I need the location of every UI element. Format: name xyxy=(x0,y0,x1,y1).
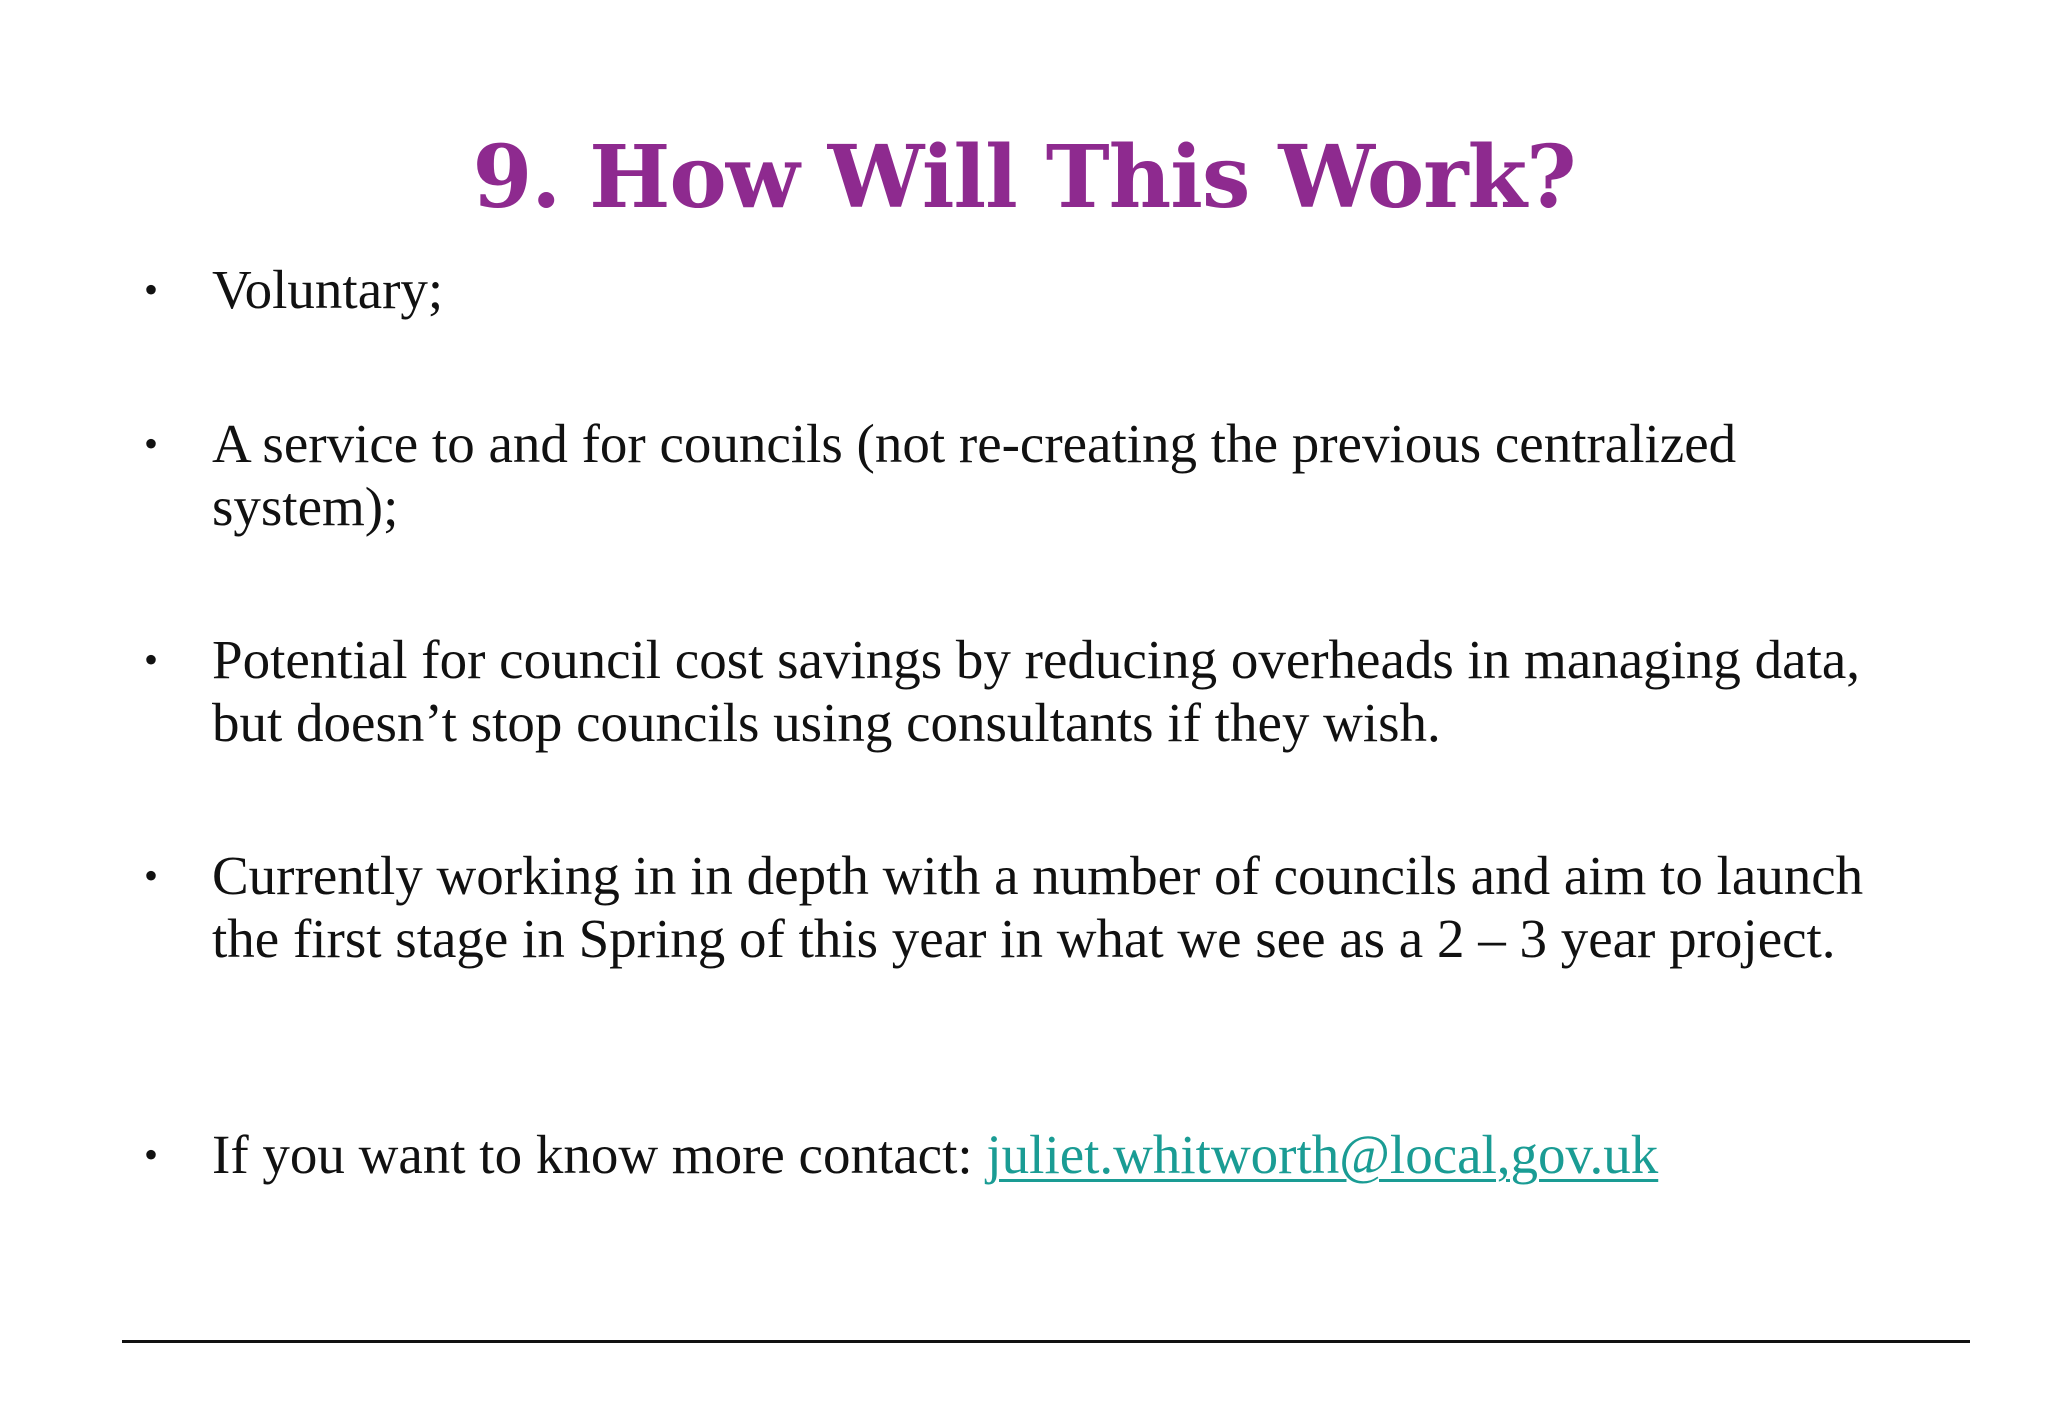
slide-title: 9. How Will This Work? xyxy=(472,127,1576,228)
bullet-item xyxy=(144,258,1932,321)
bullet-dot-icon: • xyxy=(144,853,159,898)
bullet-text: Voluntary; xyxy=(212,259,444,320)
bullet-dot-icon: • xyxy=(144,1132,159,1177)
bullet-dot-icon: • xyxy=(144,267,159,312)
bullet-dot-icon: • xyxy=(144,421,159,466)
bullet-text: Currently working in in depth with a number of councils and aim to launch the first stage in Spring of this year in what we see as a 2 – 3 year project. xyxy=(212,845,1864,969)
bullet-text: Potential for council cost savings by reducing overheads in managing data, but doesn’t stop councils using consultants if they wish. xyxy=(212,629,1861,753)
bullet-dot-icon: • xyxy=(144,637,159,682)
contact-label: If you want to know more contact: xyxy=(212,1124,987,1185)
bullet-item xyxy=(144,844,1932,970)
bullet-item xyxy=(144,628,1932,754)
footer-divider xyxy=(122,1340,1970,1343)
bullet-text: A service to and for councils (not re-creating the previous centralized system); xyxy=(212,413,1737,537)
bullet-item xyxy=(144,412,1932,538)
bullet-item xyxy=(144,1123,1932,1186)
contact-email-link[interactable]: juliet.whitworth@local,gov.uk xyxy=(986,1124,1659,1185)
